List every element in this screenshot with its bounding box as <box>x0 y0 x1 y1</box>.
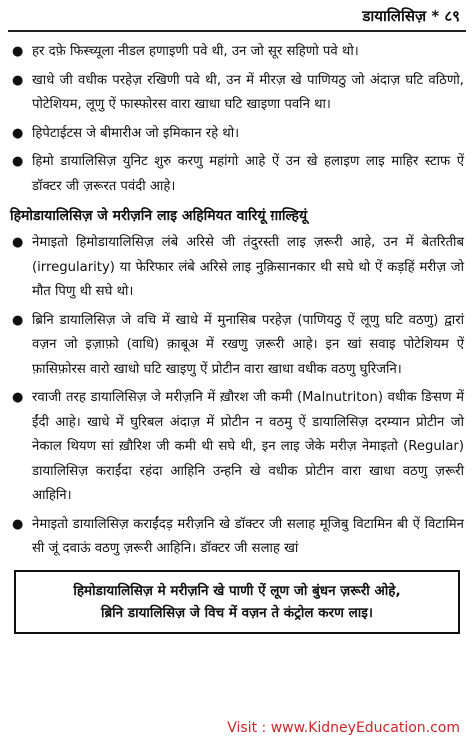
bullet-list-disadvantages <box>10 40 464 199</box>
callout-line: ब्रिनि डायालिसिज़ जे विच में वज़न ते कंट्रोल करण लाइ। <box>100 604 374 621</box>
list-item: ● रवाजी तरह डायालिसिज़ जे मरीज़नि में ख़ौरश जी कमी (Malnutriton) वधीक ङिसण में ईंदी आहे। खाधे में घुरिबल अंदाज़ में प्रोटीन न वठमु ऐं डायालिसिज़ दरम्यान प्रोटीन जो नेकाल थियण सां ख़ौरिश जी कमी थी सघे थी, इन लाइ जेके मरीज़ नेमाइतो (Regular) डायालिसिज़ कराईंदा रहंदा आहिनि उन्हनि खे वधीक प्रोटीन वारा खाधा वठणु ज़रूरी आहिनि। <box>10 386 464 509</box>
list-item: ● खाधे जी वधीक परहेज़ रखिणी पवे थी, उन में मीरज़ खे पाणियठु जो अंदाज़ घटि वठिणो, पोटेशियम, लूणु ऐं फास्फोरस वारा खाधा घटि खाइणा पवनि था। <box>10 69 464 118</box>
page-content <box>10 40 464 634</box>
callout-box <box>14 570 460 634</box>
header-divider <box>8 30 466 32</box>
website-link[interactable]: Visit : www.KidneyEducation.com <box>227 720 460 736</box>
list-item: ● हिमो डायालिसिज़ युनिट शुरु करणु महांगो आहे ऐं उन खे हलाइण लाइ माहिर स्टाफ ऐं डॉक्टर जी ज़रूरत पवंदी आहे। <box>10 150 464 199</box>
list-item: ● नेमाइतो हिमोडायालिसिज़ लंबे अरिसे जी तंदुरस्ती लाइ ज़रूरी आहे, उन में बेतरितीब (irregularity) या फेरिफार लंबे अरिसे लाइ नुक़िसानकार थी सघे थो ऐं कड़हिं मरीज़ जो मौत पिणु थी सघे थो। <box>10 231 464 305</box>
list-item: ● नेमाइतो डायालिसिज़ कराईंदड़ मरीज़नि खे डॉक्टर जी सलाह मूजिबु विटामिन बी ऐं विटामिन सी जूं दवाऊं वठणु ज़रूरी आहिनि। डॉक्टर जी सलाह खां <box>10 513 464 562</box>
page-header: डायालिसिज़ * ८९ <box>362 7 460 25</box>
list-item: ● हर दफ़े फिस्च्यूला नीडल हणाइणी पवे थी, उन जो सूर सहिणो पवे थो। <box>10 40 464 65</box>
callout-line: हिमोडायालिसिज़ मे मरीज़नि खे पाणी ऐं लूण जो बुंधन ज़रूरी ओहे, <box>73 582 401 599</box>
bullet-list-important-points <box>10 231 464 562</box>
list-item: ● ब्रिनि डायालिसिज़ जे वचि में खाधे में मुनासिब परहेज़ (पाणियठु ऐं लूणु घटि वठणु) द्वारां वज़न जो इज़ाफ़ो (वाधि) क़ाबूअ में रखणु ज़रूरी आहे। इन खां सवाइ पोटेशियम ऐं फ़ासिफ़ोरस वारो खाधो घटि खाइणु ऐं प्रोटीन वारा खाधा वधीक वठणु घुरिजनि। <box>10 309 464 383</box>
section-heading: हिमोडायालिसिज़ जे मरीज़नि लाइ अहिमियत वारियूं ग़ाल्हियूं <box>10 208 308 224</box>
list-item: ● हिपेटाईटस जे बीमारीअ जो इमिकान रहे थो। <box>10 122 464 147</box>
